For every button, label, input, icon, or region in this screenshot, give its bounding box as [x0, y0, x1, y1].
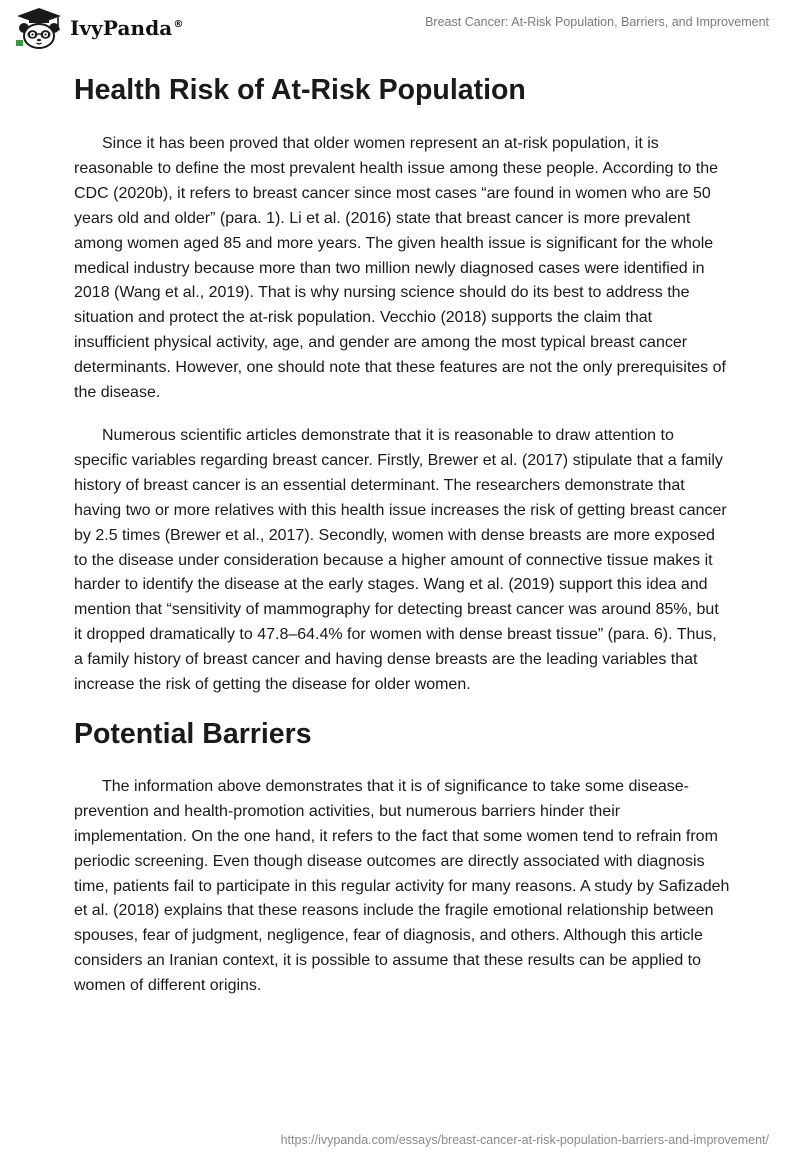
brand-name: IvyPanda®: [70, 16, 184, 40]
paragraph: Numerous scientific articles demonstrate that it is reasonable to draw attention to specific variables regarding breast cancer. Firstly, Brewer et al. (2017) stipulate that a family history of breast cancer is an essential determinant. The researchers demonstrate that having two or more relatives with this health issue increases the risk of getting breast cancer by 2.5 times (Brewer et al., 2017). Secondly, women with dense breasts are more exposed to the disease under consideration because a higher amount of connective tissue makes it harder to identify the disease at the early stages. Wang et al. (2019) support this idea and mention that “sensitivity of mammography for detecting breast cancer was around 85%, but it dropped dramatically to 47.8–64.4% for women with dense breast tissue” (para. 6). Thus, a family history of breast cancer and having dense breasts are the leading variables that increase the risk of getting the disease for older women.: [74, 426, 727, 694]
site-logo[interactable]: [14, 6, 183, 50]
paragraph: The information above demonstrates that it is of significance to take some disease-prevention and health-promotion activities, but numerous barriers hinder their implementation. On the one hand, it refers to the fact that some women tend to refrain from periodic screening. Even though disease outcomes are directly associated with diagnosis time, patients fail to participate in this regular activity for many reasons. A study by Safizadeh et al. (2018) explains that these reasons include the fragile emotional relationship between spouses, fear of judgment, negligence, fear of diagnosis, and others. Although this article considers an Iranian context, it is possible to assume that these results can be applied to women of different origins.: [74, 777, 730, 995]
section-title-health-risk: Health Risk of At-Risk Population: [74, 74, 526, 106]
page-header: [0, 0, 800, 56]
section-title-potential-barriers: Potential Barriers: [74, 717, 312, 750]
running-title: Breast Cancer: At-Risk Population, Barriers, and Improvement: [425, 15, 769, 29]
source-url[interactable]: https://ivypanda.com/essays/breast-cancer-at-risk-population-barriers-and-improvement/: [280, 1133, 769, 1147]
paragraph: Since it has been proved that older women represent an at-risk population, it is reasonable to define the most prevalent health issue among these people. According to the CDC (2020b), it refers to breast cancer since most cases “are found in women who are 50 years old and older” (para. 1). Li et al. (2016) state that breast cancer is more prevalent among women aged 85 and more years. The given health issue is significant for the whole medical industry because more than two million newly diagnosed cases were identified in 2018 (Wang et al., 2019). That is why nursing science should do its best to address the situation and protect the at-risk population. Vecchio (2018) supports the claim that insufficient physical activity, age, and gender are among the most typical breast cancer determinants. However, one should note that these features are not the only prerequisites of the disease.: [74, 135, 726, 402]
registered-mark: ®: [173, 19, 184, 31]
article-body: [74, 70, 730, 999]
panda-graduate-icon: [14, 6, 64, 50]
